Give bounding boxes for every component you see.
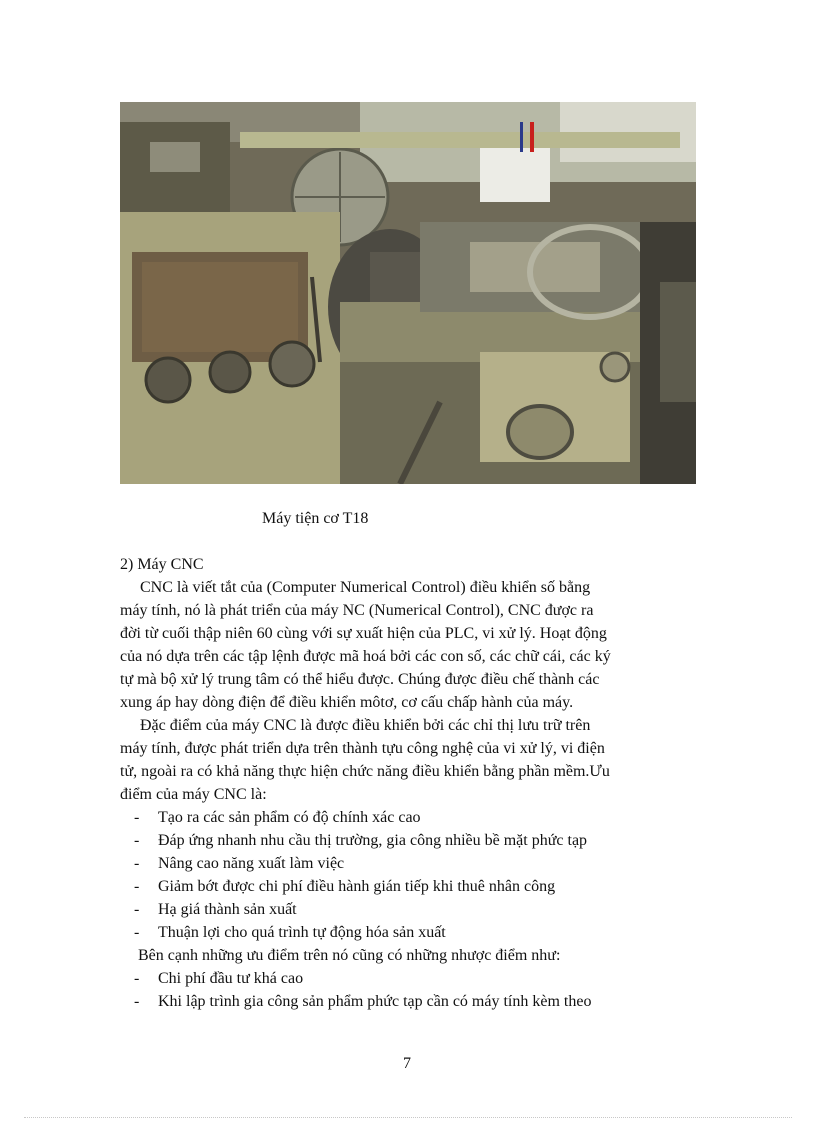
lathe-photo: [120, 102, 696, 484]
page-number: 7: [403, 1055, 411, 1072]
para1-line: tự mà bộ xử lý trung tâm có thể hiểu được. Chúng được điều chế thành các: [120, 671, 600, 688]
para1-line: máy tính, nó là phát triển của máy NC (Numerical Control), CNC được ra: [120, 602, 594, 619]
para2-line: máy tính, được phát triển dựa trên thành tựu công nghệ của vi xử lý, vi điện: [120, 740, 605, 757]
bullet-dash: -: [134, 809, 140, 826]
bullet-dash: -: [134, 970, 140, 987]
bullet-dash: -: [134, 993, 140, 1010]
advantage-text: Đáp ứng nhanh nhu cầu thị trường, gia công nhiều bề mặt phức tạp: [158, 832, 588, 849]
bullet-dash: -: [134, 901, 140, 918]
disadvantage-text: Khi lập trình gia công sản phẩm phức tạp cần có máy tính kèm theo: [158, 993, 592, 1010]
page-bottom-rule: [24, 1117, 792, 1118]
bullet-dash: -: [134, 832, 140, 849]
disadvantage-text: Chi phí đầu tư khá cao: [158, 970, 304, 987]
advantage-text: Thuận lợi cho quá trình tự động hóa sản xuất: [158, 924, 446, 941]
para1-line: của nó dựa trên các tập lệnh được mã hoá bởi các con số, các chữ cái, các ký: [120, 648, 611, 665]
advantage-text: Tạo ra các sản phẩm có độ chính xác cao: [158, 809, 421, 826]
para1-line: CNC là viết tắt của (Computer Numerical Control) điều khiển số bằng: [140, 579, 591, 596]
disadvantages-intro: Bên cạnh những ưu điểm trên nó cũng có những nhược điểm như:: [138, 947, 561, 964]
lathe-photo-drawing: [120, 102, 696, 484]
advantage-text: Giảm bớt được chi phí điều hành gián tiếp khi thuê nhân công: [158, 878, 556, 895]
advantage-text: Hạ giá thành sản xuất: [158, 901, 297, 918]
para2-line: Đặc điểm của máy CNC là được điều khiển bởi các chỉ thị lưu trữ trên: [140, 717, 591, 734]
bullet-dash: -: [134, 855, 140, 872]
para2-line: điểm của máy CNC là:: [120, 786, 267, 803]
figure-caption: Máy tiện cơ T18: [262, 510, 369, 527]
section-heading: 2) Máy CNC: [120, 556, 204, 573]
para1-line: đời từ cuối thập niên 60 cùng với sự xuất hiện của PLC, vi xử lý. Hoạt động: [120, 625, 607, 642]
bullet-dash: -: [134, 878, 140, 895]
para2-line: tử, ngoài ra có khả năng thực hiện chức năng điều khiển bằng phần mềm.Ưu: [120, 763, 610, 780]
para1-line: xung áp hay dòng điện để điều khiển môtơ, cơ cấu chấp hành của máy.: [120, 694, 574, 711]
bullet-dash: -: [134, 924, 140, 941]
advantage-text: Nâng cao năng xuất làm việc: [158, 855, 345, 872]
